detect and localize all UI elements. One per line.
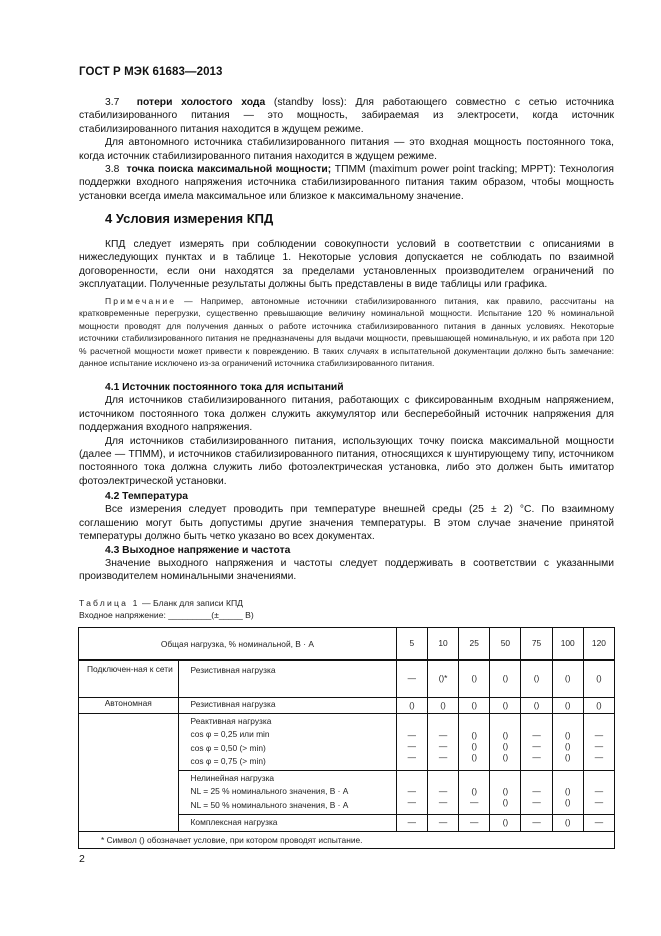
cell-line: —: [532, 786, 541, 796]
cell: (): [459, 660, 490, 697]
cell-line: —: [407, 786, 417, 796]
cell: (): [552, 814, 583, 831]
definition-text: (standby loss): Для работающего совместно с сетью источника стабилизированного питания — это мощность, забираемая из электросети, когда источник стабилизированного питания находится в ждущем режиме.: [79, 97, 615, 135]
cell-line: (): [502, 752, 509, 762]
cell: ()*: [427, 660, 458, 697]
section-3-7-3-8: [79, 96, 614, 203]
cell-line: —: [594, 730, 604, 740]
col-header: 50: [490, 628, 521, 661]
cell: [583, 713, 614, 770]
cell: —: [583, 814, 614, 831]
cell: —: [521, 814, 552, 831]
cell-line: (): [502, 797, 509, 807]
load-title: Нелинейная нагрузка: [190, 772, 275, 783]
cell: [396, 770, 427, 814]
cell-line: —: [407, 752, 417, 762]
table-header-row: [79, 628, 615, 661]
definition-3-8: [79, 163, 614, 203]
cell: [552, 713, 583, 770]
table-footnote: * Символ () обозначает условие, при котором проводят испытание.: [79, 831, 615, 848]
note-text: — Например, автономные источники стабилизированного питания, как правило, рассчитаны на кратковременные перегрузки, существенно превышающие величину номинальной мощности. Испытание 120 % номинальной мощности проводят для получения данных о работе источника стабилизированного питания в данных условиях. Некоторые источники стабилизированного питания не предназначены для выдачи мощности, превышающей номинальную, и их работа при 120 % расчетной мощности может привести к повреждению. В таких случаях в испытательной документации должно быть замечание: данное испытание исключено из-за ограничений источника стабилизированного питания.: [79, 296, 614, 369]
cell: (): [490, 660, 521, 697]
note-block: [79, 295, 614, 369]
cell-line: —: [532, 752, 541, 762]
cell-line: —: [438, 752, 448, 762]
note-paragraph: [79, 295, 614, 369]
definition-3-7-autonomous: Для автономного источника стабилизированного питания — это входная мощность постоянного тока, когда источник стабилизированного питания находится в ждущем режиме.: [79, 137, 614, 162]
col-header: 5: [396, 628, 427, 661]
cell: (): [490, 814, 521, 831]
table-footnote-row: [79, 831, 615, 848]
cell: [521, 713, 552, 770]
cell: (): [521, 660, 552, 697]
cell-line: —: [532, 730, 541, 740]
table-title: [79, 597, 254, 609]
definition-3-7: [79, 96, 614, 136]
cell: (): [396, 697, 427, 713]
paragraph: Для источников стабилизированного питания, использующих точку поиска максимальной мощности (далее — ТПММ), и источников стабилизированного питания, относящихся к шунтирующему типу, источником постоянного тока должна служить либо фотоэлектрическая установка, либо это должен быть имитатор фотоэлектрической установки.: [79, 435, 614, 487]
section-4-2-heading: 4.2 Температура: [105, 491, 189, 502]
cell: —: [396, 814, 427, 831]
input-voltage-line: Входное напряжение: _________(±_____ В): [79, 610, 254, 621]
cell: (): [490, 697, 521, 713]
paragraph: Для источников стабилизированного питания, работающих с фиксированным входным напряжением, источником постоянного тока должен служить аккумулятор или бесперебойный источник напряжения для поддержания входного напряжения.: [79, 395, 614, 434]
note-label: Примечание: [105, 296, 177, 306]
row-load-nonlinear: [178, 770, 396, 814]
cell: —: [459, 814, 490, 831]
cell-line: —: [438, 741, 448, 751]
cell-line: (): [564, 752, 571, 762]
cell: [490, 713, 521, 770]
cell-line: (): [471, 752, 477, 762]
clause-number: 3.8: [105, 164, 120, 176]
paragraph: Все измерения следует проводить при температуре внешней среды (25 ± 2) °С. По взаимному соглашению могут быть допустимы другие значения температуры. В этом случае значение принятой температуры должно быть четко указано во всех документах.: [79, 504, 614, 543]
table-row: [79, 713, 615, 770]
cell: [396, 713, 427, 770]
cell-line: (): [564, 786, 571, 796]
load-line: cos φ = 0,25 или min: [190, 729, 270, 739]
load-line: cos φ = 0,50 (> min): [190, 742, 266, 753]
paragraph: КПД следует измерять при соблюдении совокупности условий в соответствии с описаниями в нижеследующих пунктах и в таблице 1. Некоторые условия допускается не соблюдать по взаимной договоренности, если они находятся за пределами установленных производителем ограничений по эксплуатации. Полученные результаты должны быть представлены в виде таблицы или графика.: [79, 239, 614, 291]
cell-line: (): [502, 741, 509, 751]
load-line: NL = 50 % номинального значения, В · А: [190, 799, 349, 810]
cell-line: —: [407, 730, 417, 740]
term: потери холостого хода: [136, 97, 266, 108]
cell-line: —: [407, 797, 417, 807]
page-number: 2: [79, 853, 85, 865]
cell: —: [396, 660, 427, 697]
cell: (): [583, 697, 614, 713]
term: точка поиска максимальной мощности;: [126, 164, 332, 176]
clause-number: 3.7: [105, 97, 120, 108]
definition-text: ТПММ (maximum power point tracking; MPPT): Технология поддержки входного напряжения источника стабилизированного питания таким образом, чтобы мощность установки всегда имела максимальное или близкое к максимальному значение.: [79, 164, 614, 202]
cell-line: (): [471, 730, 477, 740]
cell: [427, 770, 458, 814]
section-4-3-heading: 4.3 Выходное напряжение и частота: [105, 544, 291, 556]
section-4-intro: [79, 238, 614, 292]
cell-line: —: [532, 797, 541, 807]
cell: (): [583, 660, 614, 697]
cell-line: —: [438, 786, 448, 796]
document-header-id: ГОСТ Р МЭК 61683—2013: [79, 66, 223, 78]
row-load: Резистивная нагрузка: [178, 660, 396, 697]
load-title: Реактивная нагрузка: [190, 715, 272, 726]
cell: (): [459, 697, 490, 713]
paragraph: Значение выходного напряжения и частоты следует поддерживать в соответствии с указанными производителем номинальными значениями.: [79, 558, 614, 583]
table-row: [79, 697, 615, 713]
cell: [490, 770, 521, 814]
header-total-load: Общая нагрузка, % номинальной, В · А: [79, 628, 397, 661]
cell: [552, 770, 583, 814]
cell-line: —: [532, 741, 541, 751]
section-4-2: [79, 490, 614, 584]
row-group-empty: [79, 713, 179, 831]
cell-line: —: [407, 741, 417, 751]
load-line: cos φ = 0,75 (> min): [190, 756, 266, 766]
cell-line: —: [438, 797, 448, 807]
cell-line: —: [470, 797, 479, 807]
cell-line: (): [502, 786, 509, 796]
col-header: 10: [427, 628, 458, 661]
cell-line: —: [594, 741, 604, 751]
efficiency-record-table: [78, 627, 615, 849]
cell-line: (): [471, 786, 477, 796]
row-group: Подключен-ная к сети: [79, 660, 179, 697]
cell: [427, 713, 458, 770]
row-group: Автономная: [79, 697, 179, 713]
table-title-text: — Бланк для записи КПД: [139, 598, 244, 608]
cell: [521, 770, 552, 814]
cell: (): [552, 660, 583, 697]
cell-line: (): [564, 741, 571, 751]
table-row: [79, 660, 615, 697]
cell-line: —: [438, 730, 448, 740]
cell-line: (): [564, 730, 571, 740]
cell: (): [521, 697, 552, 713]
section-4-1-heading: 4.1 Источник постоянного тока для испытаний: [105, 382, 344, 393]
cell: —: [427, 814, 458, 831]
cell-line: (): [471, 741, 477, 751]
cell: [459, 770, 490, 814]
cell-line: (): [502, 730, 509, 740]
col-header: 100: [552, 628, 583, 661]
cell: (): [552, 697, 583, 713]
table-caption: [79, 597, 254, 622]
col-header: 25: [459, 628, 490, 661]
cell-line: —: [594, 752, 604, 762]
row-load: Резистивная нагрузка: [178, 697, 396, 713]
cell-line: —: [594, 797, 604, 807]
col-header: 75: [521, 628, 552, 661]
load-line: NL = 25 % номинального значения, В · А: [190, 786, 349, 797]
cell: [459, 713, 490, 770]
section-4-1: [79, 381, 614, 488]
cell: [583, 770, 614, 814]
section-4-heading: 4 Условия измерения КПД: [105, 211, 274, 226]
cell: (): [427, 697, 458, 713]
row-load: Комплексная нагрузка: [178, 814, 396, 831]
cell-line: (): [564, 797, 571, 807]
cell-line: —: [594, 786, 604, 796]
row-load-reactive: [178, 713, 396, 770]
col-header: 120: [583, 628, 614, 661]
table-label: Таблица 1: [79, 598, 140, 608]
